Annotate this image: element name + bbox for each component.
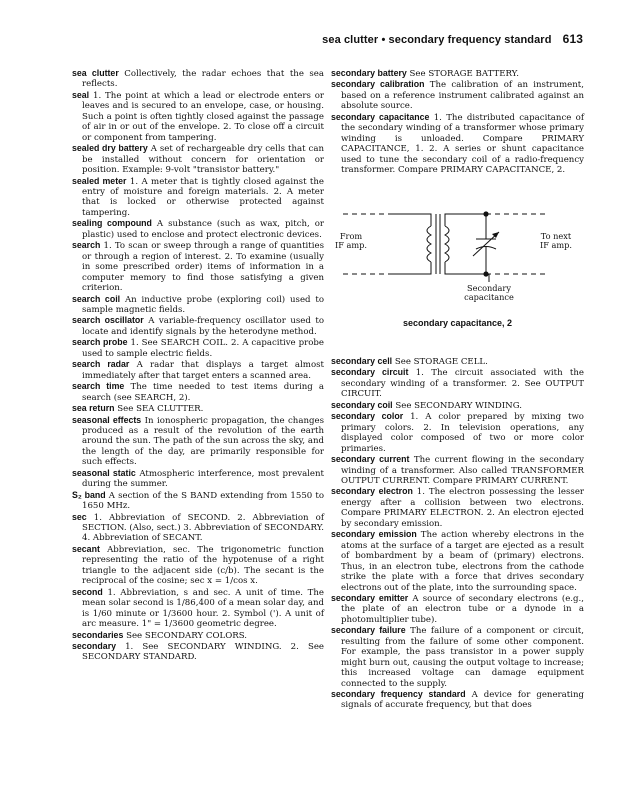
dictionary-entry — [331, 367, 584, 399]
entry-term: seasonal static — [72, 467, 136, 478]
dictionary-entry — [331, 79, 584, 111]
entry-definition: 1. See SEARCH COIL. 2. A capacitive probe used to sample electric fields. — [82, 338, 324, 359]
entry-definition: An inductive probe (exploring coil) used to sample magnetic fields. — [82, 294, 325, 315]
dictionary-entry — [72, 381, 324, 403]
primary-bottom-wire — [393, 262, 431, 274]
entry-definition: A device for generating signals of accurate frequency, but that does — [341, 690, 585, 711]
entry-term: seal — [72, 89, 90, 100]
secondary-bottom-wire — [445, 262, 486, 274]
entry-definition: 1. Abbreviation of SECOND. 2. Abbreviation of SECTION. (Also, sect.) 3. Abbreviation of SECONDARY. 4. Abbreviation of SECANT. — [82, 512, 324, 544]
entry-definition: 1. The point at which a lead or electrode enters or leaves and is secured to an envelope, case, or housing. Such a point is often tightly closed against the passage of air in or out of the envelope. 2. To close off a circuit or component from tampering. — [82, 90, 325, 143]
entry-definition: See SEA CLUTTER. — [117, 404, 204, 415]
entry-term: secondary — [72, 641, 117, 652]
dictionary-entry — [72, 544, 324, 587]
entry-term: secant — [72, 543, 100, 554]
entry-term: search radar — [72, 359, 130, 370]
left-column — [72, 68, 324, 663]
dictionary-entry — [331, 625, 584, 689]
entry-term: search probe — [72, 337, 128, 348]
dictionary-entry — [72, 490, 324, 512]
dictionary-entry — [72, 403, 324, 414]
entry-definition: The current flowing in the secondary winding of a transformer. Also called TRANSFORMER OUTPUT CURRENT. Compare PRIMARY CURRENT. — [341, 455, 584, 486]
header-title: sea clutter • secondary frequency standard — [322, 34, 552, 46]
entry-definition: Abbreviation, sec. The trigonometric function representing the ratio of the hypotenuse of a right triangle to the adjacent side (c/b). The secant is the reciprocal of the cosine; sec x = 1/cos x. — [82, 544, 324, 587]
junction-bottom — [483, 271, 488, 276]
dictionary-entry — [331, 689, 584, 711]
dictionary-entry — [331, 112, 584, 176]
entry-definition: 1. The distributed capacitance of the secondary winding of a transformer whose primary winding is unloaded. Compare PRIMARY CAPACITANCE, 1. 2. A series or shunt capacitance used to tune the secondary coil of a radio-frequency transformer. Compare PRIMARY CAPACITANCE, 2. — [341, 112, 584, 176]
entry-term: secondary emission — [331, 529, 417, 540]
entry-term: secondaries — [72, 629, 124, 640]
entry-term: secondary calibration — [331, 79, 425, 90]
entry-term: search oscillator — [72, 315, 144, 326]
entry-definition: A variable-frequency oscillator used to locate and identify signals by the heterodyne method. — [82, 316, 325, 337]
dictionary-entry — [331, 400, 584, 411]
right-column-bottom-entries — [331, 356, 584, 711]
secondary-coil — [445, 226, 449, 262]
entry-definition: 1. A meter that is tightly closed against the entry of moisture and foreign materials. 2. A meter that is locked or otherwise protected against tampering. — [82, 176, 324, 218]
entry-term: sea return — [72, 403, 115, 414]
entry-term: sealed dry battery — [72, 143, 148, 154]
label-to-line2: IF amp. — [539, 240, 572, 251]
entry-definition: A substance (such as wax, pitch, or plastic) used to enclose and protect electronic devices. — [82, 219, 325, 240]
entry-term: secondary failure — [331, 625, 406, 636]
primary-top-wire — [393, 214, 431, 226]
entry-definition: In ionospheric propagation, the changes produced as a result of the revolution of the earth around the sun. The path of the sun across the sky, and the length of the day, are primarily responsible for such effects. — [82, 415, 324, 468]
dictionary-entry — [72, 143, 324, 175]
entry-definition: 1. The circuit associated with the secondary winding of a transformer. 2. See OUTPUT CIRCUIT. — [341, 368, 584, 400]
entry-definition: See STORAGE BATTERY. — [409, 69, 519, 79]
entry-term: secondary cell — [331, 355, 393, 366]
dictionary-entry — [72, 315, 324, 337]
entry-term: secondary current — [331, 454, 410, 465]
dictionary-entry — [72, 68, 324, 90]
label-cap-line2: capacitance — [464, 292, 514, 303]
dictionary-entry — [72, 415, 324, 468]
figure-caption: secondary capacitance, 2 — [402, 317, 513, 328]
dictionary-entry — [72, 359, 324, 381]
entry-term: search — [72, 240, 101, 251]
right-column-top-entries — [331, 68, 584, 176]
dictionary-entry — [72, 240, 324, 293]
dictionary-entry — [331, 356, 584, 367]
dictionary-entry — [72, 468, 324, 490]
entry-definition: Collectively, the radar echoes that the sea reflects. — [82, 69, 324, 90]
dictionary-entry — [72, 587, 324, 630]
entry-term: secondary electron — [331, 486, 413, 497]
entry-term: sea clutter — [72, 68, 119, 78]
entry-definition: See SECONDARY COLORS. — [126, 630, 248, 641]
label-to — [531, 232, 581, 251]
dictionary-entry — [331, 411, 584, 454]
entry-definition: 1. The electron possessing the lesser energy after a collision between two electrons. Compare PRIMARY ELECTRON. 2. An electron ejected by secondary emission. — [341, 487, 585, 529]
page-number: 613 — [562, 32, 583, 46]
entry-definition: A section of the S BAND extending from 1550 to 1650 MHz. — [82, 490, 325, 512]
entry-definition: The action whereby electrons in the atoms at the surface of a target are ejected as a result of bombardment by a beam of (primary) electrons. Thus, in an electron tube, electrons from the cathode strike the plate with a force that drives secondary electrons out of the plate, into the surrounding space. — [341, 530, 585, 593]
entry-term: sealed meter — [72, 175, 127, 186]
circuit-figure — [331, 186, 584, 304]
dictionary-entry — [72, 337, 324, 359]
entry-definition: See STORAGE CELL. — [394, 356, 488, 367]
entry-term: secondary coil — [331, 399, 393, 410]
entry-definition: 1. To scan or sweep through a range of quantities or through a region of interest. 2. To examine (usually in some prescribed order) items of information in a computer memory to find those satisfying a given criterion. — [82, 241, 324, 294]
entry-term: secondary battery — [331, 68, 407, 78]
dictionary-entry — [331, 454, 584, 486]
dictionary-entry — [72, 630, 324, 641]
entry-term: secondary emitter — [331, 592, 409, 603]
entry-definition: A set of rechargeable dry cells that can be installed without concern for orientation or position. Example: 9-volt "transistor battery." — [82, 144, 324, 176]
entry-term: sec — [72, 511, 87, 522]
label-from-line2: IF amp. — [334, 240, 367, 251]
dictionary-entry — [331, 486, 584, 529]
right-column — [331, 68, 584, 711]
dictionary-entry — [72, 641, 324, 663]
entry-term: secondary capacitance — [331, 111, 430, 122]
entry-term: search time — [72, 381, 125, 392]
label-from-line1: From — [339, 230, 363, 241]
secondary-top-wire — [445, 214, 486, 226]
dictionary-entry — [331, 593, 584, 625]
entry-definition: The time needed to test items during a search (see SEARCH, 2). — [82, 382, 324, 403]
entry-definition: See SECONDARY WINDING. — [395, 400, 522, 411]
primary-coil — [427, 226, 431, 262]
dictionary-entry — [72, 294, 324, 316]
entry-definition: A source of secondary electrons (e.g., the plate of an electron tube or a dynode in a photomultiplier tube). — [341, 593, 584, 625]
entry-definition: The failure of a component or circuit, resulting from the failure of some other component. For example, the pass transistor in a power supply might burn out, causing the output voltage to increase; this increased voltage can damage equipment connected to the supply. — [341, 626, 584, 689]
dictionary-entry — [72, 218, 324, 240]
entry-definition: A radar that displays a target almost immediately after that target enters a scanned area. — [82, 360, 324, 381]
label-from — [331, 232, 371, 251]
dictionary-entry — [72, 512, 324, 544]
junction-top — [483, 211, 488, 216]
label-capacitance — [459, 284, 519, 303]
entry-term: S₂ band — [72, 489, 106, 500]
entry-definition: Atmospheric interference, most prevalent during the summer. — [82, 468, 325, 490]
running-header — [322, 32, 583, 46]
entry-term: secondary color — [331, 411, 404, 422]
entry-definition: 1. See SECONDARY WINDING. 2. See SECONDARY STANDARD. — [82, 642, 324, 663]
dictionary-entry — [331, 68, 584, 79]
label-cap-line1: Secondary — [467, 282, 511, 293]
dictionary-entry — [72, 176, 324, 219]
entry-term: seasonal effects — [72, 414, 142, 425]
entry-term: secondary circuit — [331, 367, 409, 378]
dictionary-entry — [331, 529, 584, 593]
entry-term: second — [72, 586, 103, 597]
entry-definition: The calibration of an instrument, based on a reference instrument calibrated against an absolute source. — [341, 80, 584, 112]
dictionary-entry — [72, 90, 324, 143]
entry-term: secondary frequency standard — [331, 689, 466, 700]
entry-term: search coil — [72, 293, 121, 304]
entry-definition: 1. Abbreviation, s and sec. A unit of time. The mean solar second is 1/86,400 of a mean solar day, and is 1/60 minute or 1/3600 hour. 2. Symbol ('). A unit of arc measure. 1" = 1/3600 geometric degree. — [82, 587, 324, 630]
entry-term: sealing compound — [72, 218, 152, 229]
entry-definition: 1. A color prepared by mixing two primary colors. 2. In television operations, any displayed color composed of two or more color primaries. — [341, 412, 584, 454]
label-to-line1: To next — [540, 230, 572, 241]
